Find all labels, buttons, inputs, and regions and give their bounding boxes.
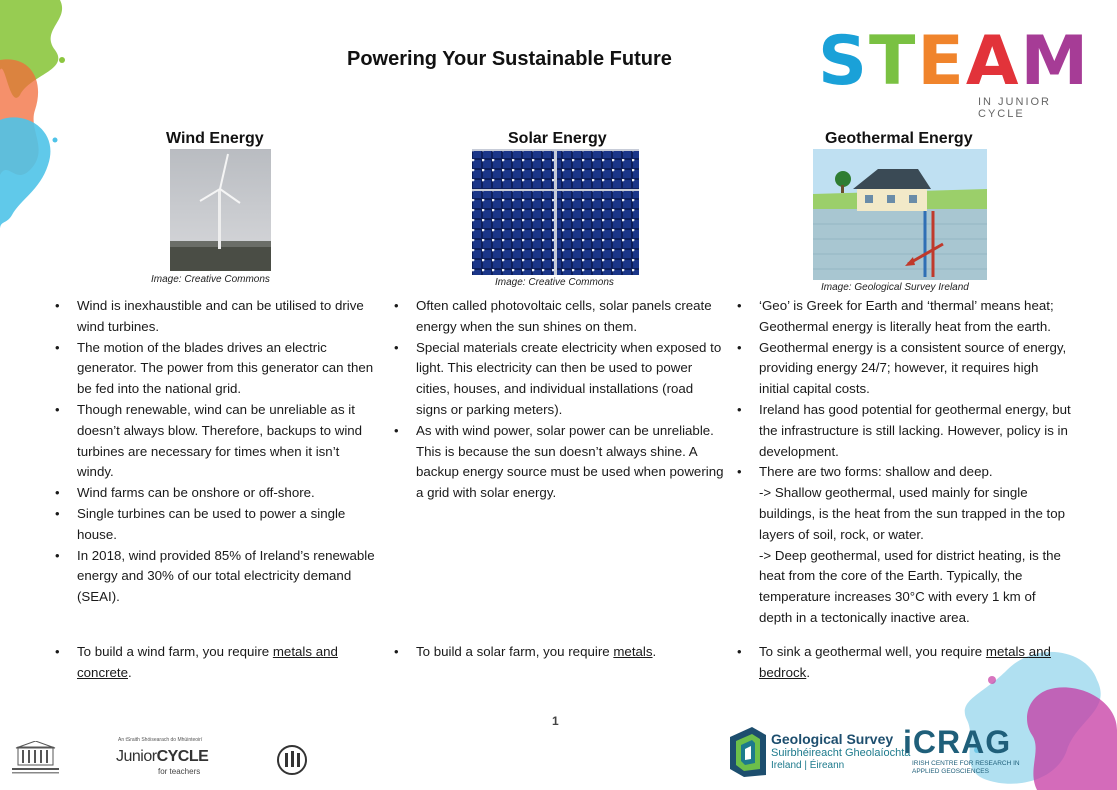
list-item: • In 2018, wind provided 85% of Ireland’s renewable energy and 30% of our total electricity demand (SEAI). bbox=[53, 546, 378, 608]
geological-survey-name: Geological Survey bbox=[771, 731, 894, 747]
wind-turbine-image bbox=[170, 149, 271, 271]
list-item-continuation: -> Shallow geothermal, used mainly for single buildings, is the heat from the sun trapped in the top layers of soil, rock, or water. bbox=[759, 485, 1066, 542]
junior-cycle-logo bbox=[116, 748, 208, 766]
list-item: • Though renewable, wind can be unreliable as it doesn’t always blow. Therefore, backups to wind turbines are necessary for times when it isn’t windy. bbox=[53, 400, 378, 483]
material-concrete: concrete bbox=[77, 664, 128, 680]
list-item: • Single turbines can be used to power a single house. bbox=[53, 504, 378, 546]
logo-letter: M bbox=[1020, 22, 1091, 101]
geothermal-image-credit: Image: Geological Survey Ireland bbox=[821, 282, 969, 293]
icrag-logo: iCRAG bbox=[903, 724, 1012, 760]
solar-requirements bbox=[392, 642, 724, 663]
geological-survey-logo-mark bbox=[728, 725, 768, 779]
list-item-continuation: -> Deep geothermal, used for district heating, is the heat from the core of the Earth. Typically, the temperature increases 30°C with every 1 km of depth in a tectonically inactive area. bbox=[759, 547, 1061, 625]
icrag-subtitle: IRISH CENTRE FOR RESEARCH IN APPLIED GEOSCIENCES bbox=[912, 760, 1020, 775]
list-item bbox=[53, 642, 378, 684]
geothermal-heading: Geothermal Energy bbox=[825, 130, 973, 147]
list-item: • ‘Geo’ is Greek for Earth and ‘thermal’ means heat; Geothermal energy is literally heat from the earth. bbox=[735, 296, 1071, 338]
list-item bbox=[392, 642, 724, 663]
wind-bullet-list bbox=[53, 296, 378, 608]
junior-cycle-tagline: An tSraith Shóisearach do Mhúinteoirí bbox=[118, 737, 203, 743]
requirement-text: To build a wind farm, you require bbox=[77, 644, 273, 659]
logo-subtitle: IN JUNIOR CYCLE bbox=[978, 96, 1051, 120]
wind-requirements bbox=[53, 642, 378, 684]
junior-cycle-word: Junior bbox=[116, 748, 157, 765]
list-item bbox=[735, 642, 1071, 684]
logo-letter: A bbox=[965, 22, 1021, 101]
list-item: • There are two forms: shallow and deep. bbox=[735, 462, 1071, 483]
requirement-text: and bbox=[315, 644, 338, 659]
wind-image-credit: Image: Creative Commons bbox=[151, 274, 270, 285]
list-item: • Often called photovoltaic cells, solar panels create energy when the sun shines on them. bbox=[392, 296, 724, 338]
requirement-text: To build a solar farm, you require bbox=[416, 644, 614, 659]
geological-survey-location: Ireland | Éireann bbox=[771, 760, 845, 771]
government-building-logo bbox=[8, 741, 63, 776]
solar-heading: Solar Energy bbox=[508, 130, 607, 147]
list-item: • The motion of the blades drives an electric generator. The power from this generator can then be fed into the national grid. bbox=[53, 338, 378, 400]
list-item: • As with wind power, solar power can be unreliable. This is because the sun doesn’t always shine. A backup energy source must be used when powering a grid with solar energy. bbox=[392, 421, 724, 504]
list-item: • Ireland has good potential for geothermal energy, but the infrastructure is still lacking. However, policy is in development. bbox=[735, 400, 1071, 462]
geological-survey-irish-name: Suirbhéireacht Gheolaíochta bbox=[771, 747, 911, 759]
list-item: • Wind is inexhaustible and can be utilised to drive wind turbines. bbox=[53, 296, 378, 338]
material-metals: metals bbox=[613, 644, 653, 659]
list-item: • Geothermal energy is a consistent source of energy, providing energy 24/7; however, it requires high initial capital costs. bbox=[735, 338, 1071, 400]
logo-letter: T bbox=[868, 22, 918, 101]
solar-bullet-list bbox=[392, 296, 724, 504]
requirement-text: . bbox=[806, 664, 811, 680]
logo-letter: S bbox=[818, 22, 869, 101]
logo-letter: E bbox=[917, 22, 966, 101]
requirement-text: . bbox=[128, 664, 132, 680]
material-metals: metals bbox=[272, 644, 316, 659]
list-item: • Special materials create electricity when exposed to light. This electricity can then be used to power cities, houses, and individual installations (road signs or parking meters). bbox=[392, 338, 724, 421]
wind-heading: Wind Energy bbox=[166, 130, 264, 147]
material-bedrock: bedrock bbox=[759, 664, 807, 680]
requirement-text: . bbox=[652, 644, 657, 659]
geothermal-diagram-image bbox=[813, 149, 987, 280]
department-education-seal bbox=[270, 738, 315, 778]
list-item: • Wind farms can be onshore or off-shore. bbox=[53, 483, 378, 504]
solar-image-credit: Image: Creative Commons bbox=[495, 277, 614, 288]
requirement-text: and bbox=[1028, 644, 1051, 659]
junior-cycle-word: CYCLE bbox=[156, 748, 209, 765]
geothermal-requirements bbox=[735, 642, 1071, 684]
document-title: Powering Your Sustainable Future bbox=[347, 48, 672, 70]
geothermal-bullet-list bbox=[735, 296, 1071, 629]
solar-panel-image bbox=[472, 149, 639, 275]
paint-splash-top-left bbox=[0, 0, 90, 230]
steam-logo bbox=[818, 22, 1098, 120]
junior-cycle-subtitle: for teachers bbox=[158, 767, 201, 776]
page-number: 1 bbox=[552, 714, 559, 728]
requirement-text: To sink a geothermal well, you require bbox=[759, 644, 986, 659]
material-metals: metals bbox=[985, 644, 1029, 659]
